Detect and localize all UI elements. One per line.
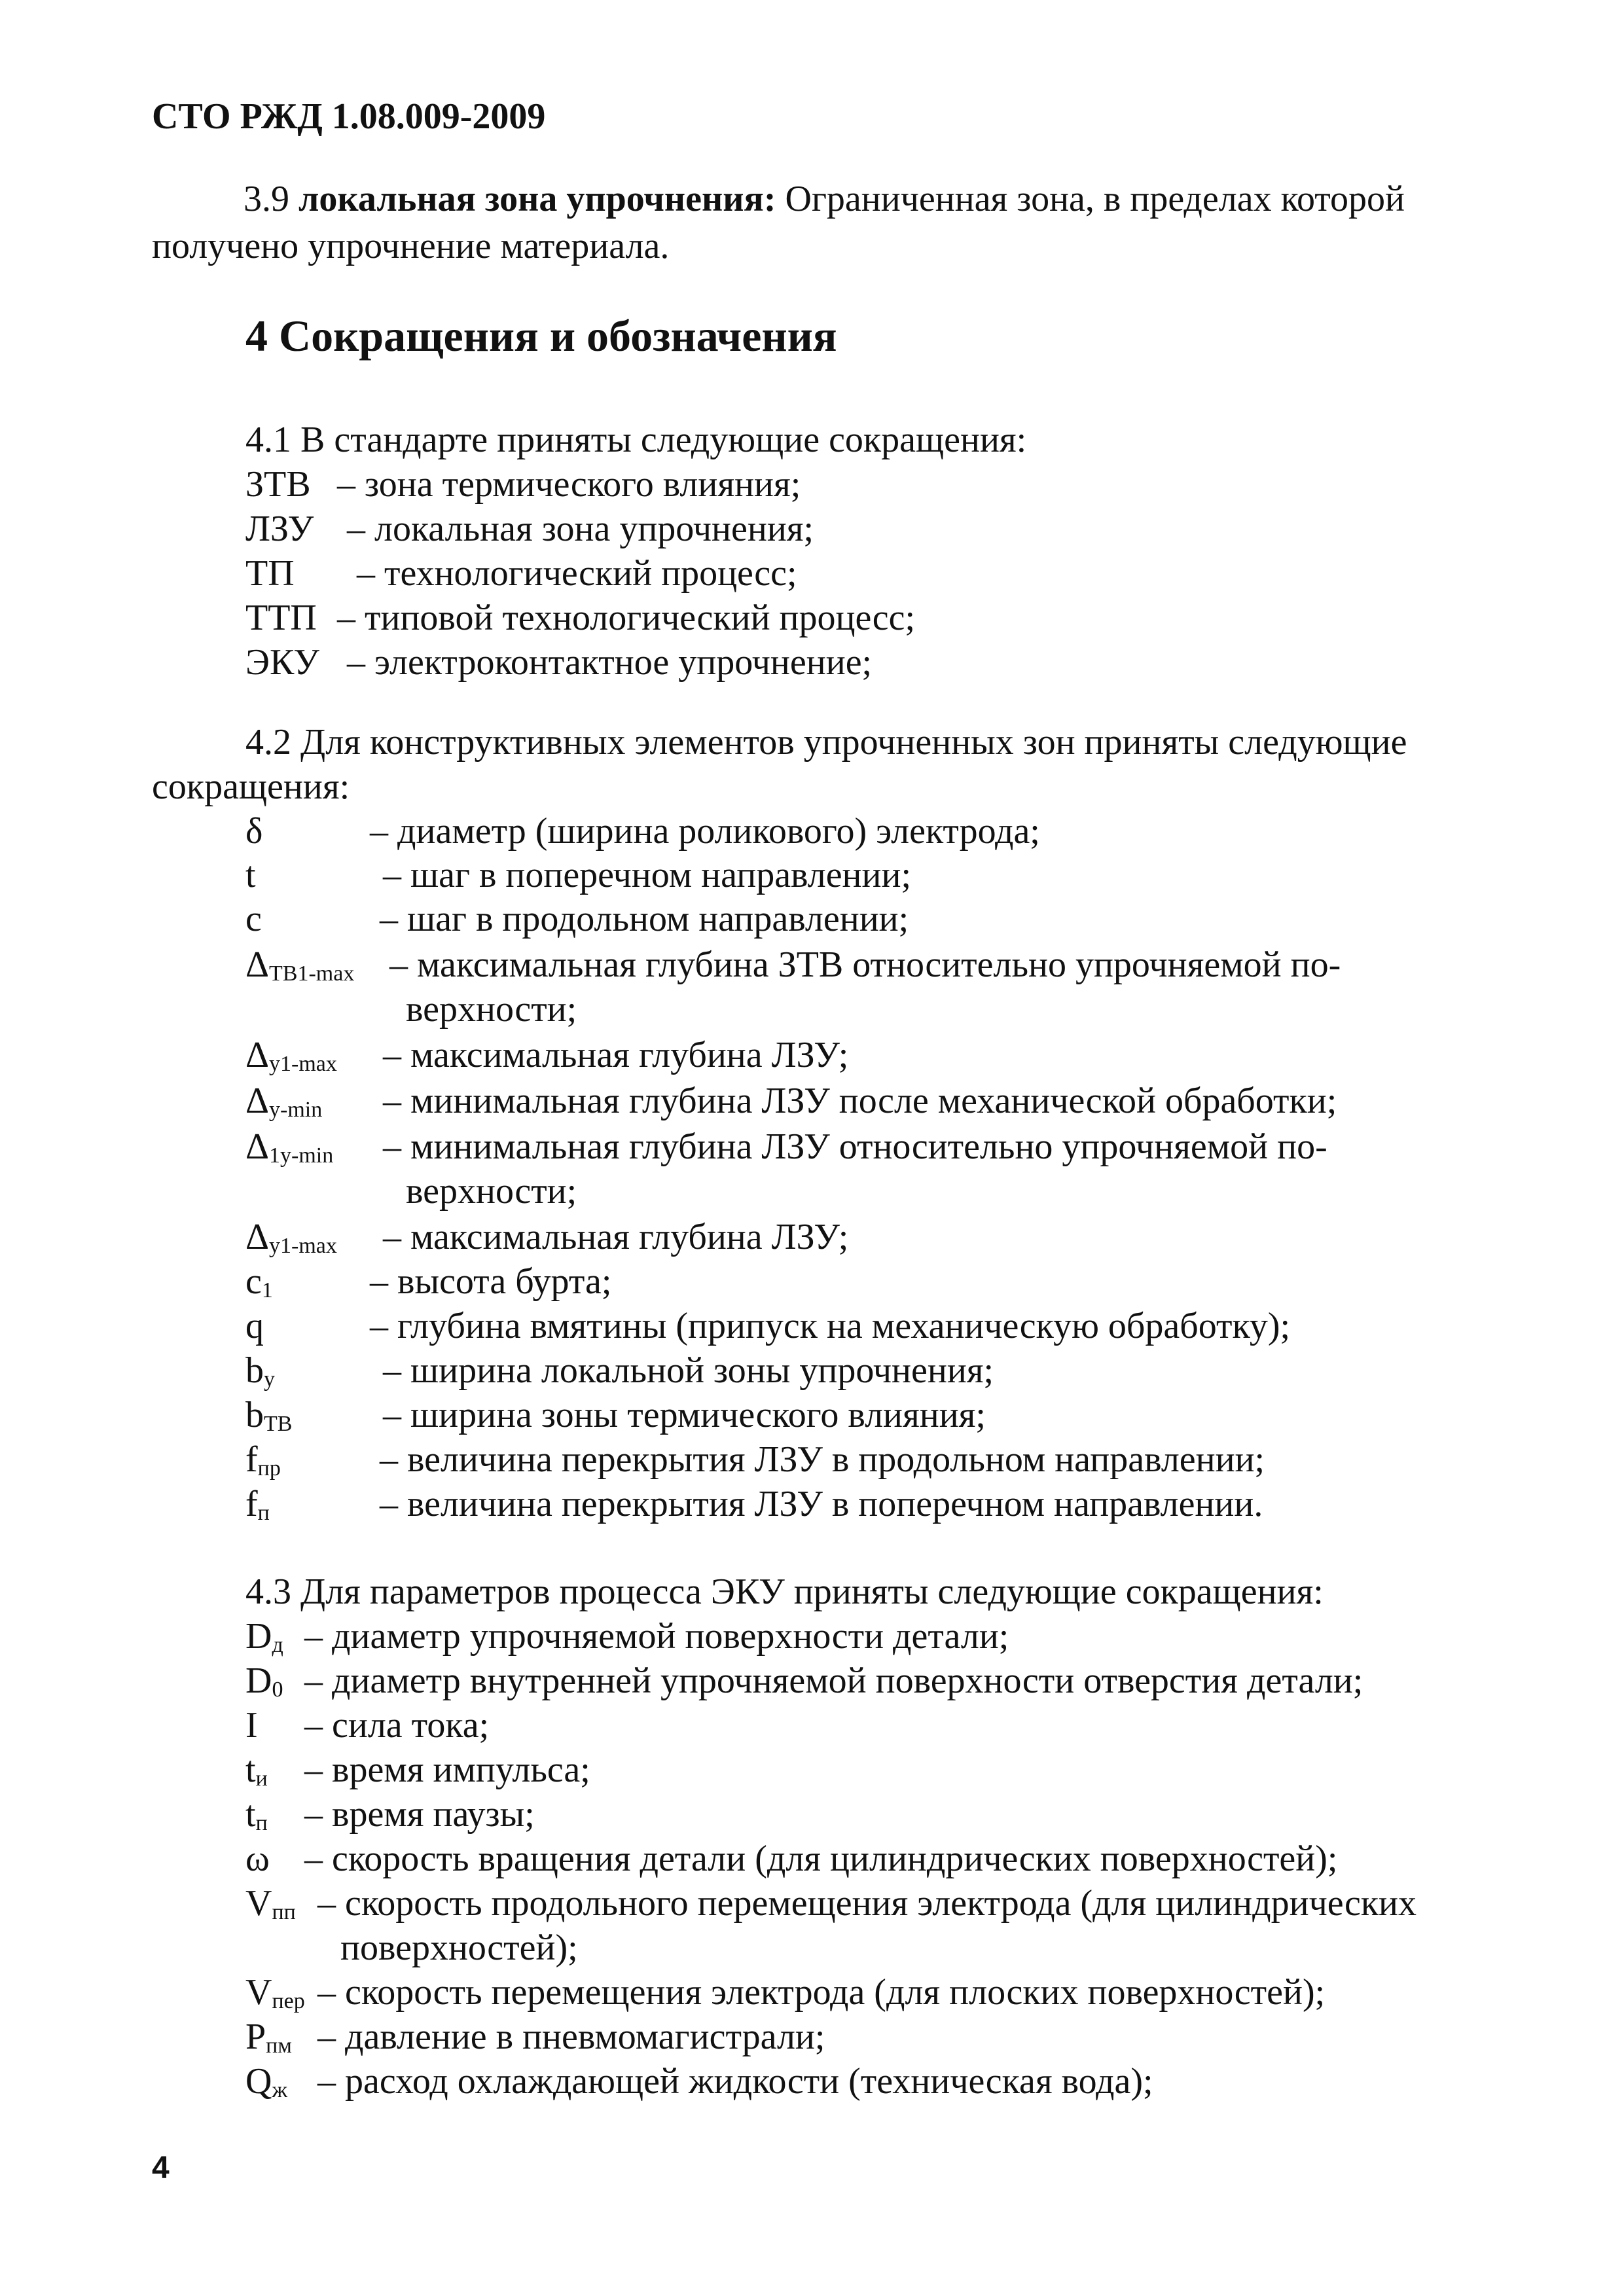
abbreviation: ЗТВ: [245, 464, 311, 505]
parameter-definition: – скорость вращения детали (для цилиндрических поверхностей);: [304, 1839, 1338, 1879]
page-number: 4: [152, 2151, 170, 2185]
parameter-definition: – время паузы;: [304, 1794, 535, 1835]
symbol-definition: – максимальная глубина ЗТВ относительно упрочняемой по-: [389, 944, 1341, 985]
abbreviation: ТП: [245, 553, 295, 594]
parameter-symbol: I: [245, 1705, 258, 1746]
abbreviation-definition: – локальная зона упрочнения;: [347, 509, 814, 549]
symbol: δ: [245, 811, 263, 852]
parameter-symbol: $D_д$: [245, 1616, 283, 1657]
parameter-symbol: $V_{пер}$: [245, 1972, 305, 2013]
section-title: 4 Сокращения и обозначения: [245, 311, 837, 361]
abbreviation: ЛЗУ: [245, 509, 314, 549]
clause-number: 4.2: [245, 722, 291, 762]
parameter-definition-continuation: поверхностей);: [340, 1928, 578, 1968]
abbreviation-definition: – технологический процесс;: [357, 553, 797, 594]
abbreviation-definition: – типовой технологический процесс;: [337, 598, 916, 638]
symbol-definition: – ширина локальной зоны упрочнения;: [383, 1350, 994, 1391]
parameter-symbol: $P_{пм}$: [245, 2017, 292, 2058]
symbol: $b_{ТВ}$: [245, 1395, 293, 1436]
document-code-header: СТО РЖД 1.08.009-2009: [152, 96, 546, 137]
symbol-definition: – максимальная глубина ЛЗУ;: [383, 1035, 849, 1075]
clause-4-2-intro: [152, 720, 1487, 809]
parameter-symbol: ω: [245, 1839, 270, 1879]
symbol: c: [245, 899, 262, 939]
clause-3-9: [152, 175, 1487, 270]
symbol: q: [245, 1306, 264, 1346]
parameter-definition: – время импульса;: [304, 1749, 590, 1790]
symbol: $c_1$: [245, 1261, 273, 1302]
symbol: $\Delta_{1у-min}$: [245, 1126, 334, 1168]
clause-number: 3.9: [244, 179, 289, 219]
abbreviation: ТТП: [245, 598, 317, 638]
parameter-symbol: $Q_ж$: [245, 2061, 287, 2102]
abbreviation-definition: – электроконтактное упрочнение;: [347, 642, 873, 683]
symbol-definition: – глубина вмятины (припуск на механическую обработку);: [370, 1306, 1291, 1346]
parameter-symbol: $t_п$: [245, 1794, 268, 1835]
symbol-definition: – шаг в продольном направлении;: [380, 899, 909, 939]
clause-intro-text: Для конструктивных элементов упрочненных зон приняты следующие сокращения:: [152, 722, 1407, 807]
symbol-definition: – минимальная глубина ЛЗУ относительно упрочняемой по-: [383, 1126, 1327, 1167]
symbol-definition: – минимальная глубина ЛЗУ после механической обработки;: [383, 1081, 1337, 1121]
parameter-definition: – диаметр внутренней упрочняемой поверхности отверстия детали;: [304, 1660, 1363, 1701]
parameter-definition: – расход охлаждающей жидкости (техническая вода);: [317, 2061, 1153, 2102]
parameter-symbol: $t_и$: [245, 1749, 268, 1791]
parameter-symbol: $D_0$: [245, 1660, 283, 1702]
parameter-definition: – сила тока;: [304, 1705, 490, 1746]
symbol: $b_у$: [245, 1350, 275, 1391]
parameter-definition: – диаметр упрочняемой поверхности детали;: [304, 1616, 1009, 1657]
symbol-definition: – шаг в поперечном направлении;: [383, 855, 912, 895]
term-definition: Ограниченная зона, в пределах которой получено упрочнение материала.: [152, 179, 1405, 266]
symbol: $\Delta_{у1-max}$: [245, 1217, 337, 1258]
symbol-definition: – величина перекрытия ЛЗУ в продольном направлении;: [380, 1439, 1265, 1480]
parameter-definition: – скорость перемещения электрода (для плоских поверхностей);: [317, 1972, 1326, 2013]
term-bold: локальная зона упрочнения:: [298, 179, 776, 219]
parameter-definition: – давление в пневмомагистрали;: [317, 2017, 825, 2057]
symbol: $f_п$: [245, 1484, 270, 1525]
symbol: $\Delta_{у-min}$: [245, 1081, 323, 1122]
symbol: t: [245, 855, 256, 895]
symbol: $\Delta_{у1-max}$: [245, 1035, 337, 1076]
parameter-definition: – скорость продольного перемещения электрода (для цилиндрических: [317, 1883, 1417, 1924]
symbol-definition: – максимальная глубина ЛЗУ;: [383, 1217, 849, 1257]
symbol: $f_{пр}$: [245, 1439, 281, 1480]
symbol: $\Delta_{ТВ1-max}$: [245, 944, 355, 986]
abbreviation: ЭКУ: [245, 642, 319, 683]
symbol-definition-continuation: верхности;: [406, 989, 577, 1030]
symbol-definition-continuation: верхности;: [406, 1171, 577, 1211]
abbreviation-definition: – зона термического влияния;: [337, 464, 801, 505]
symbol-definition: – высота бурта;: [370, 1261, 612, 1302]
parameter-symbol: $V_{пп}$: [245, 1883, 296, 1924]
clause-4-1-intro: 4.1 В стандарте приняты следующие сокращения:: [245, 420, 1027, 460]
symbol-definition: – величина перекрытия ЛЗУ в поперечном направлении.: [380, 1484, 1263, 1524]
clause-4-3-intro: 4.3 Для параметров процесса ЭКУ приняты следующие сокращения:: [245, 1571, 1324, 1612]
symbol-definition: – диаметр (ширина роликового) электрода;: [370, 811, 1040, 852]
symbol-definition: – ширина зоны термического влияния;: [383, 1395, 986, 1435]
